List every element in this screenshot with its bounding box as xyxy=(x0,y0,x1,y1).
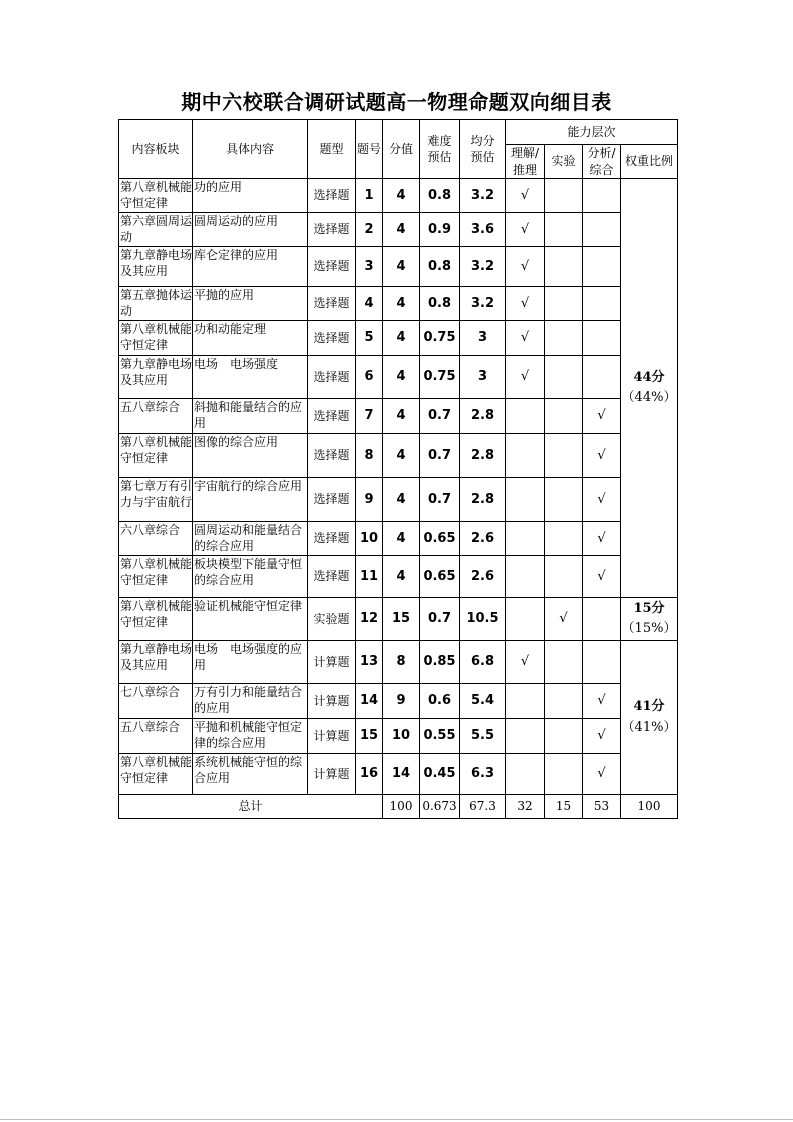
difficulty-cell: 0.65 xyxy=(420,556,460,598)
col-header-content: 具体内容 xyxy=(193,120,308,179)
difficulty-cell: 0.75 xyxy=(420,321,460,356)
analyze-cell xyxy=(583,179,621,213)
number-cell: 5 xyxy=(356,321,383,356)
analyze-cell xyxy=(583,247,621,287)
experiment-cell xyxy=(545,247,583,287)
score-cell: 4 xyxy=(383,399,420,434)
module-cell: 第八章机械能守恒定律 xyxy=(119,556,193,598)
table-row xyxy=(119,684,678,719)
module-cell: 六八章综合 xyxy=(119,522,193,556)
understand-cell: √ xyxy=(506,287,545,321)
col-header-type: 题型 xyxy=(308,120,356,179)
module-cell: 第七章万有引力与宇宙航行 xyxy=(119,478,193,522)
type-cell: 选择题 xyxy=(308,179,356,213)
number-cell: 9 xyxy=(356,478,383,522)
score-cell: 8 xyxy=(383,641,420,684)
number-cell: 4 xyxy=(356,287,383,321)
average-cell: 3.2 xyxy=(460,287,506,321)
type-cell: 选择题 xyxy=(308,287,356,321)
type-cell: 选择题 xyxy=(308,478,356,522)
content-cell: 斜抛和能量结合的应用 xyxy=(193,399,308,434)
type-cell: 选择题 xyxy=(308,213,356,247)
average-cell: 3 xyxy=(460,321,506,356)
table-row xyxy=(119,247,678,287)
score-cell: 4 xyxy=(383,179,420,213)
difficulty-cell: 0.45 xyxy=(420,754,460,795)
weight-percent: （15%） xyxy=(621,621,677,636)
content-cell: 平抛和机械能守恒定律的综合应用 xyxy=(193,719,308,754)
score-cell: 4 xyxy=(383,356,420,399)
total-analyze-cell: 53 xyxy=(583,795,621,819)
weight-score: 44分 xyxy=(633,369,665,385)
understand-line-1: 理解/ xyxy=(510,146,540,161)
score-cell: 4 xyxy=(383,247,420,287)
difficulty-cell: 0.6 xyxy=(420,684,460,719)
average-cell: 2.6 xyxy=(460,522,506,556)
understand-cell xyxy=(506,434,545,478)
difficulty-cell: 0.9 xyxy=(420,213,460,247)
table-row xyxy=(119,598,678,641)
experiment-cell xyxy=(545,399,583,434)
total-experiment-cell: 15 xyxy=(545,795,583,819)
number-cell: 1 xyxy=(356,179,383,213)
col-header-difficulty xyxy=(420,120,460,179)
experiment-cell xyxy=(545,522,583,556)
average-cell: 5.5 xyxy=(460,719,506,754)
understand-cell xyxy=(506,719,545,754)
understand-cell: √ xyxy=(506,179,545,213)
experiment-cell xyxy=(545,684,583,719)
col-header-points: 分值 xyxy=(383,120,420,179)
understand-cell xyxy=(506,399,545,434)
score-cell: 10 xyxy=(383,719,420,754)
content-cell: 宇宙航行的综合应用 xyxy=(193,478,308,522)
table-row xyxy=(119,399,678,434)
table-row xyxy=(119,478,678,522)
experiment-cell xyxy=(545,556,583,598)
module-cell: 第八章机械能守恒定律 xyxy=(119,754,193,795)
experiment-cell xyxy=(545,321,583,356)
type-cell: 实验题 xyxy=(308,598,356,641)
difficulty-cell: 0.75 xyxy=(420,356,460,399)
content-cell: 验证机械能守恒定律 xyxy=(193,598,308,641)
score-cell: 4 xyxy=(383,287,420,321)
understand-cell xyxy=(506,684,545,719)
number-cell: 3 xyxy=(356,247,383,287)
content-cell: 板块模型下能量守恒的综合应用 xyxy=(193,556,308,598)
number-cell: 13 xyxy=(356,641,383,684)
understand-cell: √ xyxy=(506,321,545,356)
content-cell: 库仑定律的应用 xyxy=(193,247,308,287)
experiment-cell: √ xyxy=(545,598,583,641)
table-row xyxy=(119,287,678,321)
module-cell: 第八章机械能守恒定律 xyxy=(119,598,193,641)
col-header-analyze xyxy=(583,145,621,179)
score-cell: 9 xyxy=(383,684,420,719)
total-avg-cell: 67.3 xyxy=(460,795,506,819)
analyze-cell: √ xyxy=(583,754,621,795)
average-cell: 6.8 xyxy=(460,641,506,684)
weight-cell xyxy=(621,179,678,598)
score-cell: 4 xyxy=(383,522,420,556)
understand-cell xyxy=(506,478,545,522)
weight-percent: （41%） xyxy=(621,719,677,735)
difficulty-cell: 0.65 xyxy=(420,522,460,556)
analyze-cell: √ xyxy=(583,478,621,522)
weight-cell xyxy=(621,641,678,795)
content-cell: 系统机械能守恒的综合应用 xyxy=(193,754,308,795)
number-cell: 16 xyxy=(356,754,383,795)
score-cell: 4 xyxy=(383,321,420,356)
number-cell: 2 xyxy=(356,213,383,247)
total-weight-cell: 100 xyxy=(621,795,678,819)
understand-line-2: 推理 xyxy=(512,162,537,177)
average-cell: 2.8 xyxy=(460,399,506,434)
understand-cell xyxy=(506,556,545,598)
score-cell: 14 xyxy=(383,754,420,795)
number-cell: 15 xyxy=(356,719,383,754)
analyze-line-2: 综合 xyxy=(589,162,614,177)
average-cell: 2.8 xyxy=(460,434,506,478)
average-line-2: 预估 xyxy=(470,150,495,164)
content-cell: 功和动能定理 xyxy=(193,321,308,356)
score-cell: 4 xyxy=(383,434,420,478)
total-row xyxy=(119,795,678,819)
analyze-cell: √ xyxy=(583,399,621,434)
average-cell: 3 xyxy=(460,356,506,399)
experiment-cell xyxy=(545,287,583,321)
col-header-average xyxy=(460,120,506,179)
type-cell: 计算题 xyxy=(308,719,356,754)
col-header-ability: 能力层次 xyxy=(506,120,678,145)
average-cell: 5.4 xyxy=(460,684,506,719)
type-cell: 计算题 xyxy=(308,754,356,795)
module-cell: 第八章机械能守恒定律 xyxy=(119,434,193,478)
experiment-cell xyxy=(545,356,583,399)
understand-cell xyxy=(506,598,545,641)
analyze-cell: √ xyxy=(583,434,621,478)
module-cell: 第八章机械能守恒定律 xyxy=(119,321,193,356)
difficulty-cell: 0.85 xyxy=(420,641,460,684)
analyze-cell xyxy=(583,598,621,641)
type-cell: 选择题 xyxy=(308,434,356,478)
experiment-cell xyxy=(545,754,583,795)
number-cell: 11 xyxy=(356,556,383,598)
col-header-understand xyxy=(506,145,545,179)
average-cell: 3.6 xyxy=(460,213,506,247)
difficulty-cell: 0.7 xyxy=(420,399,460,434)
header-row-1 xyxy=(119,120,678,145)
weight-cell xyxy=(621,598,678,641)
table-row xyxy=(119,356,678,399)
col-header-module: 内容板块 xyxy=(119,120,193,179)
analyze-cell xyxy=(583,321,621,356)
module-cell: 第五章抛体运动 xyxy=(119,287,193,321)
content-cell: 电场 电场强度的应用 xyxy=(193,641,308,684)
difficulty-cell: 0.55 xyxy=(420,719,460,754)
table-row xyxy=(119,522,678,556)
difficulty-cell: 0.7 xyxy=(420,478,460,522)
type-cell: 选择题 xyxy=(308,522,356,556)
average-line-1: 均分 xyxy=(470,133,495,148)
experiment-cell xyxy=(545,213,583,247)
weight-percent: （44%） xyxy=(621,390,677,405)
number-cell: 12 xyxy=(356,598,383,641)
average-cell: 6.3 xyxy=(460,754,506,795)
module-cell: 第六章圆周运动 xyxy=(119,213,193,247)
content-cell: 功的应用 xyxy=(193,179,308,213)
difficulty-line-2: 预估 xyxy=(427,150,452,164)
number-cell: 14 xyxy=(356,684,383,719)
difficulty-cell: 0.8 xyxy=(420,179,460,213)
understand-cell: √ xyxy=(506,247,545,287)
average-cell: 2.6 xyxy=(460,556,506,598)
understand-cell: √ xyxy=(506,213,545,247)
content-cell: 平抛的应用 xyxy=(193,287,308,321)
experiment-cell xyxy=(545,478,583,522)
score-cell: 4 xyxy=(383,213,420,247)
weight-score: 41分 xyxy=(633,699,665,715)
content-cell: 圆周运动和能量结合的综合应用 xyxy=(193,522,308,556)
analyze-cell xyxy=(583,641,621,684)
analyze-line-1: 分析/ xyxy=(587,146,616,161)
experiment-cell xyxy=(545,434,583,478)
page-bottom-rule xyxy=(0,1119,793,1120)
analyze-cell xyxy=(583,213,621,247)
analyze-cell xyxy=(583,287,621,321)
table-row xyxy=(119,179,678,213)
understand-cell xyxy=(506,754,545,795)
analyze-cell xyxy=(583,356,621,399)
analyze-cell: √ xyxy=(583,556,621,598)
table-row xyxy=(119,434,678,478)
understand-cell: √ xyxy=(506,356,545,399)
understand-cell: √ xyxy=(506,641,545,684)
experiment-cell xyxy=(545,719,583,754)
module-cell: 第八章机械能守恒定律 xyxy=(119,179,193,213)
difficulty-cell: 0.7 xyxy=(420,598,460,641)
average-cell: 2.8 xyxy=(460,478,506,522)
table-row xyxy=(119,719,678,754)
col-header-weight: 权重比例 xyxy=(621,145,678,179)
type-cell: 选择题 xyxy=(308,321,356,356)
type-cell: 选择题 xyxy=(308,556,356,598)
average-cell: 3.2 xyxy=(460,179,506,213)
content-cell: 圆周运动的应用 xyxy=(193,213,308,247)
number-cell: 6 xyxy=(356,356,383,399)
table-row xyxy=(119,754,678,795)
module-cell: 五八章综合 xyxy=(119,719,193,754)
total-difficulty-cell: 0.673 xyxy=(420,795,460,819)
module-cell: 七八章综合 xyxy=(119,684,193,719)
col-header-experiment: 实验 xyxy=(545,145,583,179)
number-cell: 7 xyxy=(356,399,383,434)
analyze-cell: √ xyxy=(583,684,621,719)
total-understand-cell: 32 xyxy=(506,795,545,819)
module-cell: 第九章静电场及其应用 xyxy=(119,247,193,287)
number-cell: 10 xyxy=(356,522,383,556)
total-label: 总计 xyxy=(119,795,383,819)
table-row xyxy=(119,556,678,598)
average-cell: 10.5 xyxy=(460,598,506,641)
score-cell: 4 xyxy=(383,556,420,598)
experiment-cell xyxy=(545,641,583,684)
content-cell: 万有引力和能量结合的应用 xyxy=(193,684,308,719)
understand-cell xyxy=(506,522,545,556)
module-cell: 第九章静电场及其应用 xyxy=(119,641,193,684)
type-cell: 选择题 xyxy=(308,399,356,434)
experiment-cell xyxy=(545,179,583,213)
document-title: 期中六校联合调研试题高一物理命题双向细目表 xyxy=(181,90,612,114)
score-cell: 15 xyxy=(383,598,420,641)
total-score-cell: 100 xyxy=(383,795,420,819)
table-row xyxy=(119,213,678,247)
module-cell: 第九章静电场及其应用 xyxy=(119,356,193,399)
analyze-cell: √ xyxy=(583,522,621,556)
table-row xyxy=(119,641,678,684)
type-cell: 选择题 xyxy=(308,356,356,399)
module-cell: 五八章综合 xyxy=(119,399,193,434)
number-cell: 8 xyxy=(356,434,383,478)
average-cell: 3.2 xyxy=(460,247,506,287)
content-cell: 电场 电场强度 xyxy=(193,356,308,399)
spec-table xyxy=(118,119,678,819)
table-row xyxy=(119,321,678,356)
difficulty-cell: 0.8 xyxy=(420,287,460,321)
analyze-cell: √ xyxy=(583,719,621,754)
weight-score: 15分 xyxy=(633,600,665,616)
type-cell: 计算题 xyxy=(308,684,356,719)
difficulty-cell: 0.7 xyxy=(420,434,460,478)
type-cell: 计算题 xyxy=(308,641,356,684)
col-header-number: 题号 xyxy=(356,120,383,179)
score-cell: 4 xyxy=(383,478,420,522)
content-cell: 图像的综合应用 xyxy=(193,434,308,478)
difficulty-cell: 0.8 xyxy=(420,247,460,287)
type-cell: 选择题 xyxy=(308,247,356,287)
difficulty-line-1: 难度 xyxy=(427,133,452,148)
